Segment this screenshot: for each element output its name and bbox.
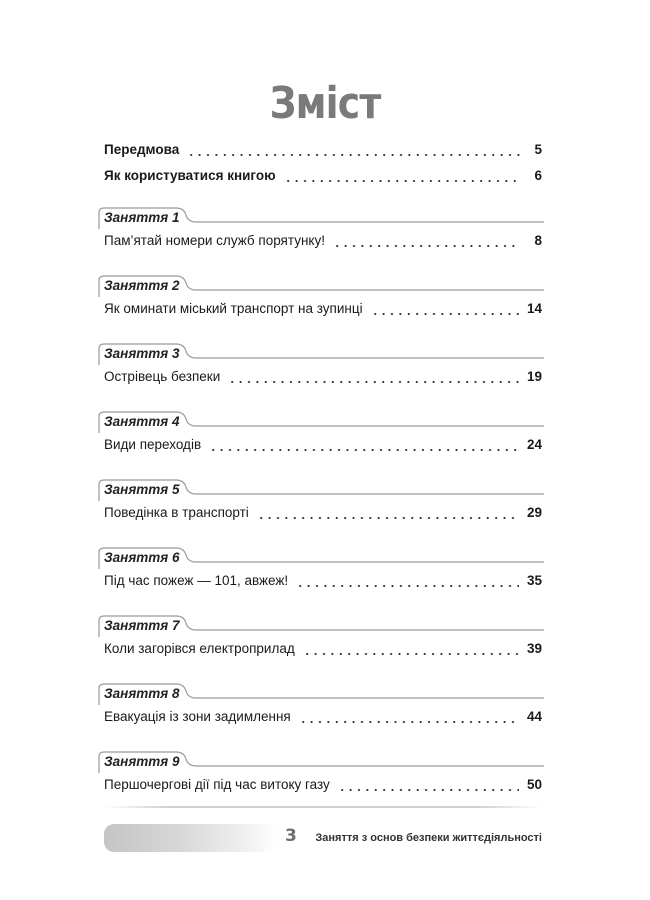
- toc-entry-how-to-use[interactable]: [104, 168, 542, 190]
- toc-entry-lesson-8[interactable]: [104, 709, 542, 731]
- page-number: 3: [285, 826, 297, 846]
- lesson-header-1: [98, 207, 544, 231]
- toc-entry-label: Евакуація із зони задимлення: [104, 709, 291, 724]
- toc-entry-page: 39: [526, 641, 542, 656]
- footer-gradient-bar: [104, 824, 276, 852]
- toc-entry-label: Першочергові дії під час витоку газу: [104, 777, 330, 792]
- dot-leader: [296, 584, 519, 588]
- lesson-header-6: [98, 547, 544, 571]
- lesson-header-5: [98, 479, 544, 503]
- lesson-header-9: [98, 751, 544, 775]
- lesson-label: Заняття 9: [104, 754, 180, 769]
- toc-entry-label: Під час пожеж — 101, авжеж!: [104, 573, 289, 588]
- toc-entry-page: 5: [534, 142, 542, 157]
- toc-entry-label: Пам’ятай номери служб порятунку!: [104, 233, 325, 248]
- toc-entry-lesson-5[interactable]: [104, 505, 542, 527]
- toc-entry-lesson-3[interactable]: [104, 369, 542, 391]
- dot-leader: [209, 448, 519, 452]
- toc-entry-page: 8: [534, 233, 542, 248]
- toc-entry-label: Види переходів: [104, 437, 202, 452]
- dot-leader: [299, 720, 519, 724]
- dot-leader: [333, 244, 520, 248]
- lesson-label: Заняття 4: [104, 414, 180, 429]
- toc-entry-page: 50: [526, 777, 542, 792]
- lesson-label: Заняття 8: [104, 686, 180, 701]
- toc-entry-page: 24: [526, 437, 542, 452]
- footer-divider: [104, 806, 542, 808]
- lesson-header-7: [98, 615, 544, 639]
- toc-entry-lesson-7[interactable]: [104, 641, 542, 663]
- toc-entry-lesson-9[interactable]: [104, 777, 542, 799]
- toc-entry-page: 6: [534, 168, 542, 183]
- toc-entry-label: Передмова: [104, 142, 180, 157]
- toc-entry-label: Острівець безпеки: [104, 369, 221, 384]
- lesson-header-3: [98, 343, 544, 367]
- lesson-header-2: [98, 275, 544, 299]
- lesson-label: Заняття 6: [104, 550, 180, 565]
- toc-entry-page: 44: [526, 709, 542, 724]
- toc-entry-lesson-1[interactable]: [104, 233, 542, 255]
- toc-entry-preface[interactable]: [104, 142, 542, 164]
- dot-leader: [284, 179, 520, 183]
- toc-entry-page: 14: [526, 301, 542, 316]
- toc-entry-page: 29: [526, 505, 542, 520]
- toc-entry-page: 35: [526, 573, 542, 588]
- dot-leader: [257, 516, 519, 520]
- book-title: Заняття з основ безпеки життєдіяльності: [315, 832, 542, 844]
- toc-entry-label: Як користуватися книгою: [104, 168, 276, 183]
- lesson-label: Заняття 1: [104, 210, 180, 225]
- toc-entry-lesson-6[interactable]: [104, 573, 542, 595]
- toc-entry-label: Поведінка в транспорті: [104, 505, 249, 520]
- toc-entry-label: Коли загорівся електроприлад: [104, 641, 295, 656]
- toc-entry-lesson-4[interactable]: [104, 437, 542, 459]
- toc-entry-lesson-2[interactable]: [104, 301, 542, 323]
- dot-leader: [228, 380, 519, 384]
- lesson-header-4: [98, 411, 544, 435]
- toc-entry-label: Як оминати міський транспорт на зупинці: [104, 301, 363, 316]
- lesson-label: Заняття 5: [104, 482, 180, 497]
- dot-leader: [338, 788, 519, 792]
- dot-leader: [303, 652, 519, 656]
- lesson-header-8: [98, 683, 544, 707]
- page-title: Зміст: [269, 78, 381, 129]
- dot-leader: [371, 312, 519, 316]
- dot-leader: [187, 153, 520, 157]
- toc-entry-page: 19: [526, 369, 542, 384]
- lesson-label: Заняття 2: [104, 278, 180, 293]
- lesson-label: Заняття 3: [104, 346, 180, 361]
- lesson-label: Заняття 7: [104, 618, 180, 633]
